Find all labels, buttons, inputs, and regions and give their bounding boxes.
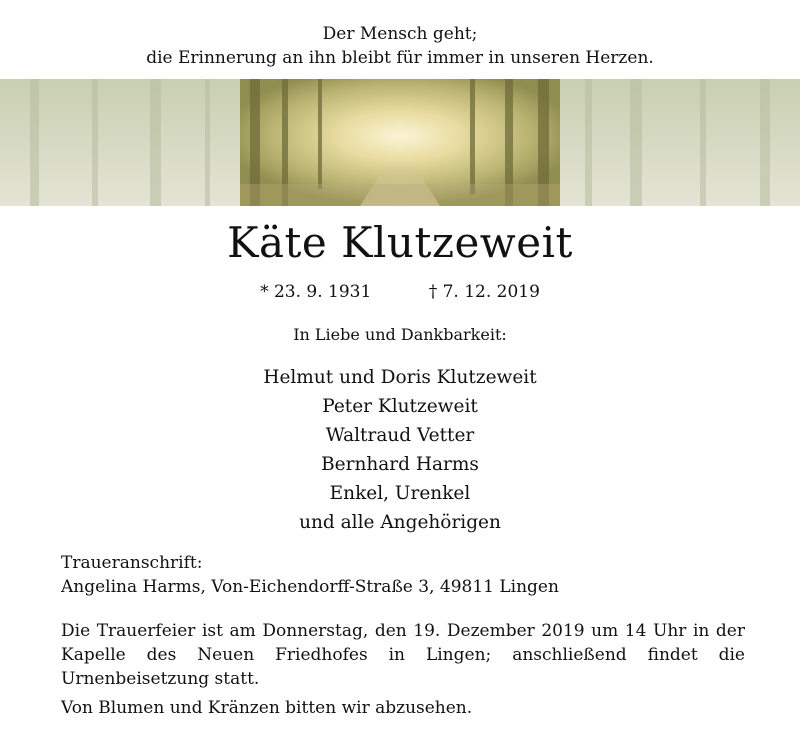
deceased-name: Käte Klutzeweit — [227, 218, 573, 267]
mourner: Enkel, Urenkel — [329, 483, 471, 504]
mourner: Helmut und Doris Klutzeweit — [263, 367, 537, 388]
mourning-address — [61, 551, 559, 599]
mourner: Bernhard Harms — [321, 454, 479, 475]
mourners-intro: In Liebe und Dankbarkeit: — [293, 325, 507, 344]
address-label: Traueranschrift: — [61, 553, 203, 573]
forest-banner-image — [0, 79, 800, 206]
address-value: Angelina Harms, Von-Eichendorff-Straße 3, 49811 Lingen — [61, 577, 559, 597]
mourners-list — [0, 363, 800, 537]
motto — [0, 22, 800, 70]
motto-line-1: Der Mensch geht; — [322, 24, 478, 44]
life-dates — [0, 281, 800, 303]
death-date: † 7. 12. 2019 — [428, 282, 540, 302]
funeral-service-text: Die Trauerfeier ist am Donnerstag, den 19. Dezember 2019 um 14 Uhr in der Kapelle des Neuen Friedhofes in Lingen; anschließend findet die Urnenbeisetzung statt. — [61, 621, 745, 689]
motto-line-2: die Erinnerung an ihn bleibt für immer in unseren Herzen. — [146, 48, 654, 68]
mourner: Waltraud Vetter — [325, 425, 475, 446]
mourner: Peter Klutzeweit — [322, 396, 478, 417]
mourner: und alle Angehörigen — [299, 512, 501, 533]
flowers-note: Von Blumen und Kränzen bitten wir abzusehen. — [61, 698, 473, 718]
birth-date: * 23. 9. 1931 — [260, 282, 372, 302]
